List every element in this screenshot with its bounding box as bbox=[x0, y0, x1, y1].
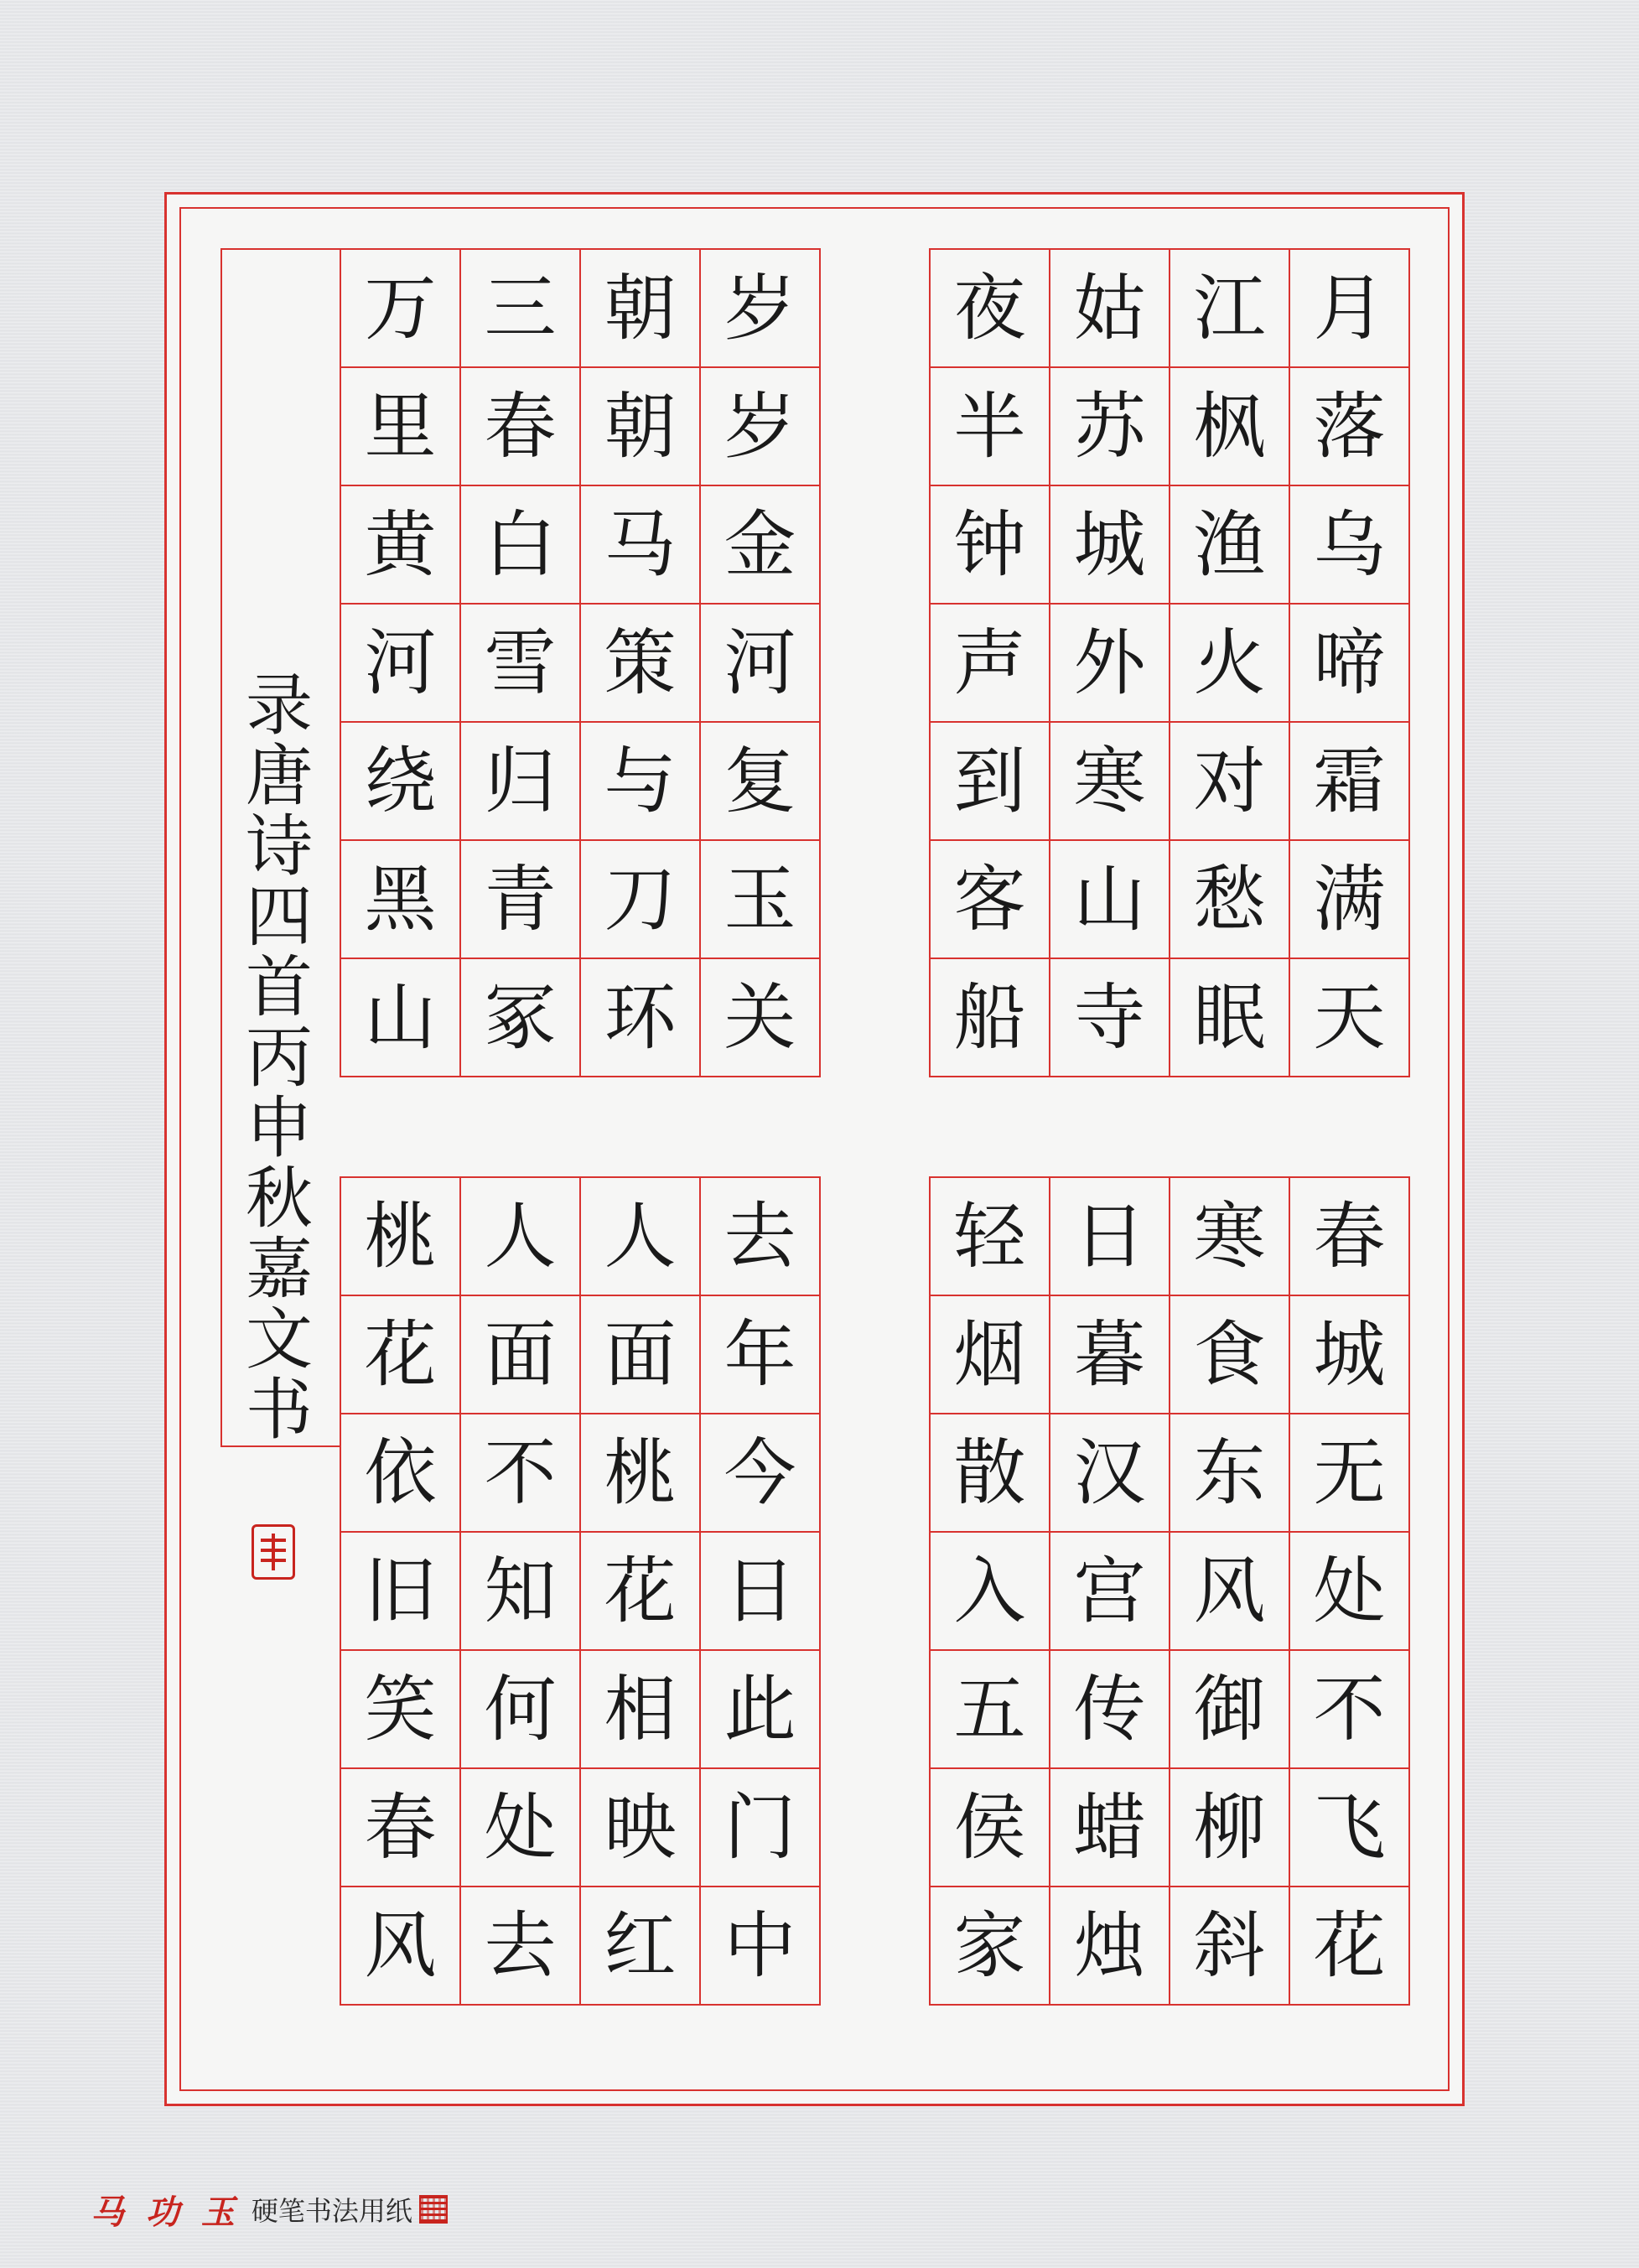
poem-char-cell: 到 bbox=[931, 723, 1050, 841]
poem-char-cell: 相 bbox=[581, 1651, 701, 1769]
poem-top-left bbox=[340, 248, 821, 1077]
poem-char-cell: 东 bbox=[1170, 1414, 1290, 1533]
inscription-char: 书 bbox=[246, 1371, 313, 1449]
poem-char-cell: 岁 bbox=[701, 368, 821, 486]
poem-char-cell: 蜡 bbox=[1050, 1769, 1170, 1887]
poem-char-cell: 万 bbox=[341, 250, 461, 368]
poem-char-cell: 眠 bbox=[1170, 959, 1290, 1077]
poem-char-cell: 落 bbox=[1290, 368, 1410, 486]
poem-char-cell: 复 bbox=[701, 723, 821, 841]
poem-char-cell: 春 bbox=[1290, 1178, 1410, 1296]
poem-char-cell: 里 bbox=[341, 368, 461, 486]
poem-char-cell: 红 bbox=[581, 1887, 701, 2006]
poem-char-cell: 寺 bbox=[1050, 959, 1170, 1077]
poem-char-cell: 与 bbox=[581, 723, 701, 841]
poem-char-cell: 声 bbox=[931, 605, 1050, 723]
poem-char-cell: 火 bbox=[1170, 605, 1290, 723]
poem-char-cell: 风 bbox=[1170, 1533, 1290, 1651]
poem-char-cell: 黄 bbox=[341, 486, 461, 605]
poem-char-cell: 日 bbox=[701, 1533, 821, 1651]
poem-char-cell: 烟 bbox=[931, 1296, 1050, 1414]
poem-char-cell: 三 bbox=[461, 250, 581, 368]
poem-char-cell: 去 bbox=[461, 1887, 581, 2006]
poem-char-cell: 面 bbox=[581, 1296, 701, 1414]
poem-char-cell: 岁 bbox=[701, 250, 821, 368]
poem-char-cell: 白 bbox=[461, 486, 581, 605]
poem-char-cell: 山 bbox=[341, 959, 461, 1077]
poem-char-cell: 乌 bbox=[1290, 486, 1410, 605]
inscription bbox=[241, 667, 317, 1449]
poem-char-cell: 暮 bbox=[1050, 1296, 1170, 1414]
poem-char-cell: 关 bbox=[701, 959, 821, 1077]
poem-char-cell: 花 bbox=[341, 1296, 461, 1414]
poem-char-cell: 何 bbox=[461, 1651, 581, 1769]
poem-char-cell: 朝 bbox=[581, 368, 701, 486]
inscription-char: 录 bbox=[246, 667, 313, 745]
poem-char-cell: 处 bbox=[461, 1769, 581, 1887]
poem-char-cell: 客 bbox=[931, 841, 1050, 959]
poem-char-cell: 门 bbox=[701, 1769, 821, 1887]
poem-char-cell: 霜 bbox=[1290, 723, 1410, 841]
inscription-char: 文 bbox=[246, 1300, 313, 1378]
poem-char-cell: 春 bbox=[341, 1769, 461, 1887]
poem-char-cell: 冢 bbox=[461, 959, 581, 1077]
poem-char-cell: 啼 bbox=[1290, 605, 1410, 723]
poem-char-cell: 斜 bbox=[1170, 1887, 1290, 2006]
poem-char-cell: 柳 bbox=[1170, 1769, 1290, 1887]
poem-char-cell: 枫 bbox=[1170, 368, 1290, 486]
seal-glyph bbox=[261, 1534, 286, 1570]
poem-char-cell: 不 bbox=[1290, 1651, 1410, 1769]
poem-char-cell: 苏 bbox=[1050, 368, 1170, 486]
poem-char-cell: 玉 bbox=[701, 841, 821, 959]
poem-bottom-left bbox=[340, 1176, 821, 2006]
poem-char-cell: 天 bbox=[1290, 959, 1410, 1077]
poem-char-cell: 飞 bbox=[1290, 1769, 1410, 1887]
poem-char-cell: 花 bbox=[581, 1533, 701, 1651]
seal-stamp-icon bbox=[252, 1524, 295, 1580]
inscription-char: 首 bbox=[246, 948, 313, 1026]
poem-char-cell: 船 bbox=[931, 959, 1050, 1077]
poem-char-cell: 散 bbox=[931, 1414, 1050, 1533]
poem-char-cell: 城 bbox=[1290, 1296, 1410, 1414]
poem-top-right bbox=[929, 248, 1410, 1077]
poem-char-cell: 人 bbox=[461, 1178, 581, 1296]
poem-char-cell: 汉 bbox=[1050, 1414, 1170, 1533]
poem-char-cell: 寒 bbox=[1050, 723, 1170, 841]
poem-char-cell: 年 bbox=[701, 1296, 821, 1414]
poem-char-cell: 日 bbox=[1050, 1178, 1170, 1296]
poem-char-cell: 归 bbox=[461, 723, 581, 841]
poem-char-cell: 对 bbox=[1170, 723, 1290, 841]
poem-char-cell: 侯 bbox=[931, 1769, 1050, 1887]
inscription-char: 唐 bbox=[246, 737, 313, 815]
poem-char-cell: 河 bbox=[701, 605, 821, 723]
poem-char-cell: 人 bbox=[581, 1178, 701, 1296]
poem-char-cell: 月 bbox=[1290, 250, 1410, 368]
poem-char-cell: 入 bbox=[931, 1533, 1050, 1651]
poem-char-cell: 映 bbox=[581, 1769, 701, 1887]
poem-char-cell: 处 bbox=[1290, 1533, 1410, 1651]
poem-char-cell: 刀 bbox=[581, 841, 701, 959]
poem-char-cell: 不 bbox=[461, 1414, 581, 1533]
poem-char-cell: 青 bbox=[461, 841, 581, 959]
poem-char-cell: 依 bbox=[341, 1414, 461, 1533]
poem-char-cell: 金 bbox=[701, 486, 821, 605]
poem-char-cell: 外 bbox=[1050, 605, 1170, 723]
poem-char-cell: 去 bbox=[701, 1178, 821, 1296]
poem-char-cell: 半 bbox=[931, 368, 1050, 486]
poem-char-cell: 山 bbox=[1050, 841, 1170, 959]
poem-bottom-right bbox=[929, 1176, 1410, 2006]
poem-char-cell: 策 bbox=[581, 605, 701, 723]
poem-char-cell: 中 bbox=[701, 1887, 821, 2006]
poem-char-cell: 绕 bbox=[341, 723, 461, 841]
poem-char-cell: 风 bbox=[341, 1887, 461, 2006]
poem-char-cell: 环 bbox=[581, 959, 701, 1077]
poem-char-cell: 马 bbox=[581, 486, 701, 605]
poem-char-cell: 花 bbox=[1290, 1887, 1410, 2006]
poem-char-cell: 黑 bbox=[341, 841, 461, 959]
poem-char-cell: 无 bbox=[1290, 1414, 1410, 1533]
poem-char-cell: 愁 bbox=[1170, 841, 1290, 959]
inscription-char: 诗 bbox=[246, 807, 313, 885]
poem-char-cell: 旧 bbox=[341, 1533, 461, 1651]
poem-char-cell: 轻 bbox=[931, 1178, 1050, 1296]
poem-char-cell: 御 bbox=[1170, 1651, 1290, 1769]
poem-char-cell: 此 bbox=[701, 1651, 821, 1769]
poem-char-cell: 姑 bbox=[1050, 250, 1170, 368]
footer bbox=[91, 2190, 448, 2232]
poem-char-cell: 满 bbox=[1290, 841, 1410, 959]
poem-char-cell: 烛 bbox=[1050, 1887, 1170, 2006]
poem-char-cell: 钟 bbox=[931, 486, 1050, 605]
poem-char-cell: 知 bbox=[461, 1533, 581, 1651]
brand-product-label: 硬笔书法用纸 bbox=[251, 2195, 412, 2227]
inscription-char: 丙 bbox=[246, 1019, 313, 1097]
poem-char-cell: 桃 bbox=[341, 1178, 461, 1296]
poem-char-cell: 江 bbox=[1170, 250, 1290, 368]
poem-char-cell: 传 bbox=[1050, 1651, 1170, 1769]
inscription-char: 嘉 bbox=[246, 1230, 313, 1308]
inscription-char: 四 bbox=[246, 878, 313, 956]
poem-char-cell: 夜 bbox=[931, 250, 1050, 368]
brand-logo: 马 功 玉 bbox=[91, 2192, 240, 2232]
poem-char-cell: 面 bbox=[461, 1296, 581, 1414]
poem-char-cell: 宫 bbox=[1050, 1533, 1170, 1651]
poem-char-cell: 寒 bbox=[1170, 1178, 1290, 1296]
poem-char-cell: 河 bbox=[341, 605, 461, 723]
poem-char-cell: 桃 bbox=[581, 1414, 701, 1533]
poem-char-cell: 食 bbox=[1170, 1296, 1290, 1414]
poem-char-cell: 笑 bbox=[341, 1651, 461, 1769]
poem-char-cell: 城 bbox=[1050, 486, 1170, 605]
brand-seal-icon bbox=[419, 2195, 448, 2224]
inscription-char: 秋 bbox=[246, 1160, 313, 1238]
inscription-char: 申 bbox=[246, 1089, 313, 1167]
poem-char-cell: 五 bbox=[931, 1651, 1050, 1769]
poem-char-cell: 雪 bbox=[461, 605, 581, 723]
poem-char-cell: 家 bbox=[931, 1887, 1050, 2006]
poem-char-cell: 朝 bbox=[581, 250, 701, 368]
poem-char-cell: 春 bbox=[461, 368, 581, 486]
poem-char-cell: 今 bbox=[701, 1414, 821, 1533]
poem-char-cell: 渔 bbox=[1170, 486, 1290, 605]
